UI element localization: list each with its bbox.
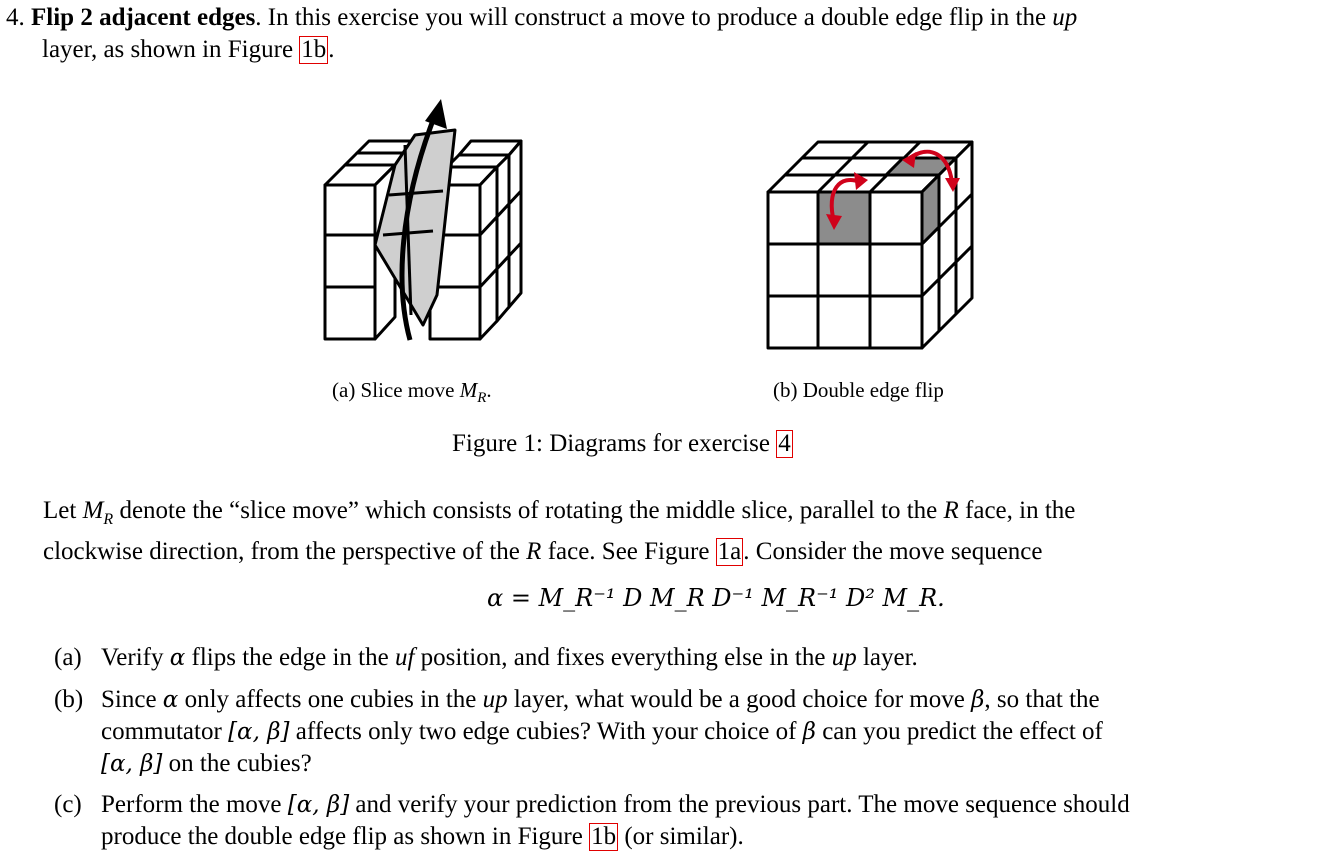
part-b-text-5: commutator <box>101 718 229 745</box>
mr-sub: R <box>103 511 114 528</box>
figure-caption-text: Figure 1: Diagrams for exercise <box>452 430 777 457</box>
problem-intro-line2: layer, as shown in Figure <box>42 36 300 63</box>
part-a-label: (a) <box>54 644 82 671</box>
part-b-text-4: , so that the <box>984 686 1100 713</box>
alpha-symbol: α <box>169 645 186 671</box>
part-b <box>54 684 1304 780</box>
caption-b: (b) Double edge flip <box>773 378 944 402</box>
part-a-text-4: layer. <box>856 644 918 671</box>
part-b-text-6: affects only two edge cubies? With your choice of <box>289 718 803 745</box>
mr-var: M <box>82 497 104 524</box>
commutator-2: [α, β] <box>101 751 163 777</box>
part-b-text-8: on the cubies? <box>162 750 312 777</box>
equation-rhs: M_R⁻¹ D M_R D⁻¹ M_R⁻¹ D² M_R. <box>538 584 945 612</box>
equation-lhs: α = <box>487 584 539 612</box>
definition-line2: clockwise direction, from the perspective of the <box>43 538 527 565</box>
r-face-2: R <box>526 538 542 565</box>
exercise-ref-4[interactable]: 4 <box>778 430 791 457</box>
see-figure: face. See Figure <box>541 538 716 565</box>
part-b-label: (b) <box>54 686 84 713</box>
part-c-text: Perform the move <box>101 791 288 818</box>
beta-symbol-2: β <box>802 719 816 745</box>
up-word: up <box>1052 4 1078 31</box>
part-c-text-2: and verify your prediction from the previous part. The move sequence should <box>349 791 1130 818</box>
alpha-symbol-b: α <box>162 687 179 713</box>
consider-sequence: . Consider the move sequence <box>743 538 1043 565</box>
definition-line1-end: face, in the <box>958 497 1076 524</box>
definition-line1: denote the “slice move” which consists of rotating the middle slice, parallel to the <box>113 497 944 524</box>
figure-ref-1b-c[interactable]: 1b <box>591 823 617 850</box>
part-c-text-3: produce the double edge flip as shown in Figure <box>101 823 590 850</box>
part-a <box>54 642 1304 674</box>
problem-statement <box>6 2 1316 66</box>
figure-caption <box>452 430 793 458</box>
figure-ref-1a[interactable]: 1a <box>717 538 742 565</box>
figure-slice-move <box>315 95 545 355</box>
part-b-text-3: layer, what would be a good choice for move <box>507 686 972 713</box>
part-a-text-3: position, and fixes everything else in the <box>414 644 832 671</box>
caption-a <box>332 378 492 407</box>
caption-a-var: M <box>459 378 478 402</box>
uf-position: uf <box>394 644 415 671</box>
period: . <box>328 36 335 63</box>
let-word: Let <box>43 497 83 524</box>
part-b-text: Since <box>101 686 163 713</box>
part-b-text-7: can you predict the effect of <box>815 718 1103 745</box>
slice-move-definition <box>43 495 1313 568</box>
part-c-label: (c) <box>54 791 82 818</box>
part-c-text-4: (or similar). <box>618 823 744 850</box>
problem-title: Flip 2 adjacent edges <box>31 4 256 31</box>
beta-symbol: β <box>971 687 985 713</box>
commutator: [α, β] <box>228 719 290 745</box>
caption-a-period: . <box>486 378 492 402</box>
commutator-c: [α, β] <box>287 792 350 818</box>
up-word-b: up <box>482 686 508 713</box>
problem-number: 4. <box>6 4 25 31</box>
caption-a-sub: R <box>477 390 487 407</box>
figure-double-edge-flip <box>760 130 990 360</box>
caption-a-text: (a) Slice move <box>332 378 460 402</box>
part-c <box>54 789 1304 853</box>
part-a-text: Verify <box>101 644 170 671</box>
part-a-text-2: flips the edge in the <box>185 644 395 671</box>
problem-intro: . In this exercise you will construct a move to produce a double edge flip in the <box>255 4 1053 31</box>
equation-alpha <box>487 584 945 612</box>
figure-ref-1b[interactable]: 1b <box>301 36 327 63</box>
part-b-text-2: only affects one cubies in the <box>178 686 483 713</box>
r-face: R <box>943 497 959 524</box>
up-word-a: up <box>831 644 857 671</box>
